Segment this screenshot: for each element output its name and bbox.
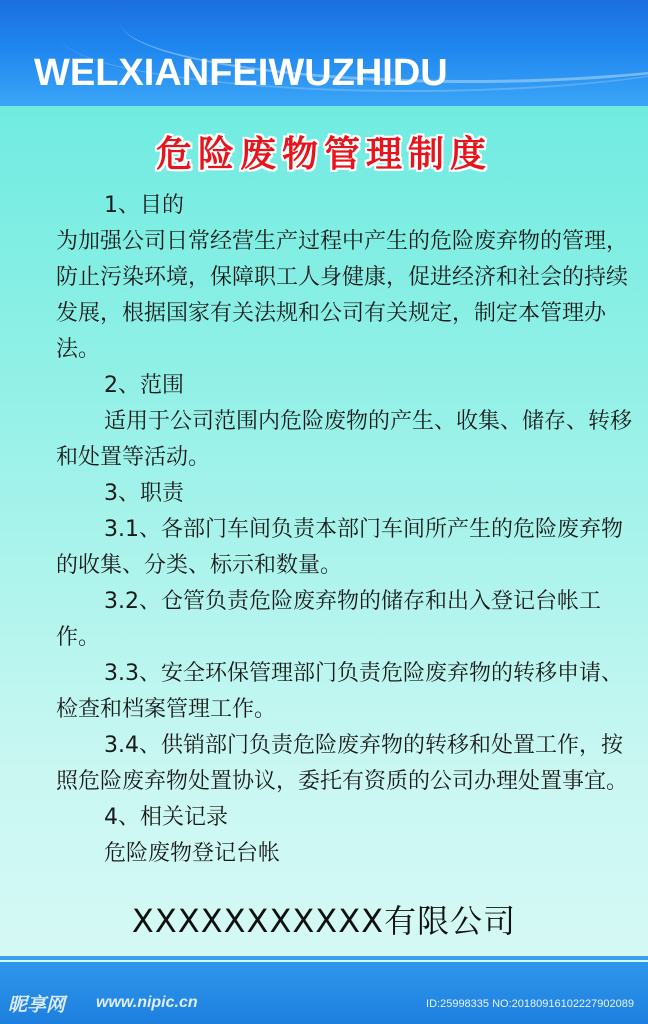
paragraph: 适用于公司范围内危险废物的产生、收集、储存、转移和处置等活动。 [56,409,633,470]
paragraph: 1、目的 [104,193,184,218]
paragraph: 3.2、仓管负责危险废弃物的储存和出入登记台帐工作。 [56,589,601,650]
header-banner [0,0,648,106]
paragraph: 3.3、安全环保管理部门负责危险废弃物的转移申请、检查和档案管理工作。 [56,661,623,722]
paragraph: 3.1、各部门车间负责本部门车间所产生的危险废弃物的收集、分类、标示和数量。 [56,517,623,578]
watermark-logo: 昵享网 [8,994,66,1016]
footer-bar [0,962,648,1024]
paragraph: 为加强公司日常经营生产过程中产生的危险废弃物的管理，防止污染环境，保障职工人身健康，促进经济和社会的持续发展，根据国家有关法规和公司有关规定，制定本管理办法。 [56,229,629,362]
document-body [56,188,632,872]
watermark-url: www.nipic.cn [96,994,198,1011]
paragraph: 3、职责 [104,481,184,506]
paragraph: 危险废物登记台帐 [104,841,281,866]
paragraph: 2、范围 [104,373,184,398]
document-title: 危险废物管理制度 [155,134,492,175]
paragraph: 4、相关记录 [104,805,228,830]
footer-stripe [0,956,648,960]
paragraph: 3.4、供销部门负责危险废弃物的转移和处置工作，按照危险废弃物处置协议，委托有资质的公司办理处置事宜。 [56,733,629,794]
header-title: WELXIANFEIWUZHIDU [34,52,448,94]
company-name: XXXXXXXXXXX有限公司 [131,902,517,940]
image-id-text: ID:25998335 NO:20180916102227902089 [426,998,634,1010]
